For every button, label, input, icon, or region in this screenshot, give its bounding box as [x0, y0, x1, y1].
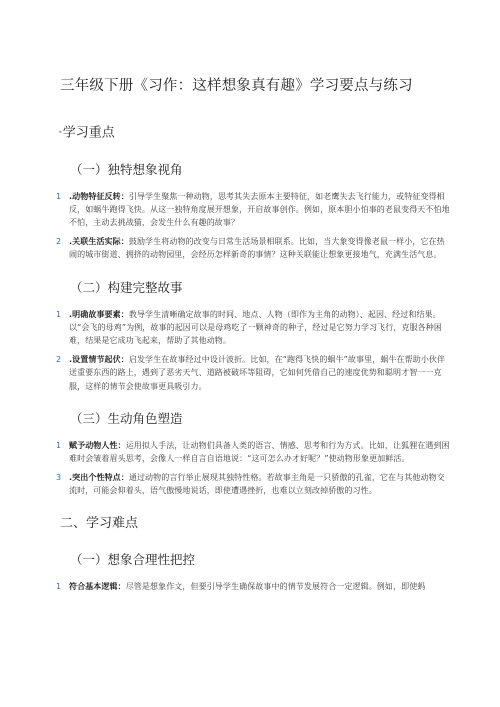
item-lead: .关联生活实际：	[69, 237, 129, 247]
list-item	[56, 439, 452, 465]
item-text: 尽管是想象作文，但要引导学生确保故事中的情节发展符合一定逻辑。例如，即使蚂	[125, 581, 426, 591]
item-number: 2	[56, 237, 62, 247]
item-text: 启发学生在故事经过中设计波折。比如，在“跑得飞快的蜗牛”故事里，蜗牛在帮助小伙伴送重要东西的路上，遇到了恶劣天气、道路被破坏等阻碍，它如何凭借自己的速度优势和聪明才智一一克服，这样的情节会使故事更具吸引力。	[69, 355, 446, 391]
item-lead: .动物特征反转：	[69, 191, 129, 201]
item-number: 3	[56, 473, 62, 483]
list-unique-perspective	[56, 190, 452, 262]
list-item	[56, 308, 452, 348]
list-item	[56, 190, 452, 230]
list-item	[56, 471, 452, 497]
list-complete-story	[56, 308, 452, 393]
list-item	[56, 580, 452, 593]
bullet-dot-icon: •	[58, 128, 63, 137]
item-text: 引导学生聚焦一种动物，思考其失去原本主要特征，如老鹰失去飞行能力，或特征变得相反，如蜗牛跑得飞快。从这一独特角度展开想象，开启故事创作。例如，原本胆小怕事的老鼠变得天不怕地不怕，主动去挑战猫，会发生什么有趣的故事？	[69, 191, 450, 227]
item-number: 1	[56, 309, 62, 319]
sub-heading-unique-perspective: （一）独特想象视角	[70, 161, 183, 177]
item-text: 鼓励学生将动物的改变与日常生活场景相联系。比如，当大象变得像老鼠一样小，它在热闹的城市街道、拥挤的动物园里，会经历怎样新奇的事情？这种关联能让想象更接地气，充满生活气息。	[69, 237, 445, 260]
section-heading-key-points	[58, 123, 452, 144]
list-item	[56, 235, 452, 261]
item-text: 通过动物的言行举止展现其独特性格。若故事主角是一只骄傲的孔雀，它在与其他动物交流时，可能会仰着头，语气傲慢地说话，即使遭遇挫折，也难以立刻改掉骄傲的习性。	[69, 473, 445, 496]
list-item	[56, 353, 452, 393]
item-lead: 赋予动物人性：	[69, 440, 126, 450]
item-lead: 符合基本逻辑：	[69, 581, 126, 591]
section-heading-difficulties: 二、学习难点	[60, 515, 139, 531]
item-lead: .突出个性特点：	[69, 473, 129, 483]
item-text: 教导学生清晰确定故事的时间、地点、人物（即作为主角的动物）、起因、经过和结果。以“会飞的母鸡”为例，故事的起因可以是母鸡吃了一颗神奇的种子，经过是它努力学习飞行，克服各种困难，结果是它成功飞起来，帮助了其他动物。	[69, 309, 442, 345]
item-number: 1	[56, 191, 62, 201]
item-number: 1	[56, 440, 62, 450]
item-text: 运用拟人手法，让动物们具备人类的语言、情感、思考和行为方式。比如，让狐狸在遇到困难时会皱着眉头思考，会像人一样自言自语地说：“这可怎么办才好呢？”使动物形象更加鲜活。	[69, 440, 450, 463]
document-title: 三年级下册《习作：这样想象真有趣》学习要点与练习	[60, 78, 413, 94]
sub-heading-rationality: （一）想象合理性把控	[70, 551, 196, 567]
item-number: 2	[56, 355, 62, 365]
item-lead: .明确故事要素：	[69, 309, 129, 319]
sub-heading-complete-story: （二）构建完整故事	[70, 279, 183, 295]
section-heading-text: 学习重点	[62, 125, 115, 141]
item-number: 1	[56, 581, 62, 591]
sub-heading-character-shaping: （三）生动角色塑造	[70, 410, 183, 426]
item-lead: .设置情节起伏：	[69, 355, 129, 365]
list-character-shaping	[56, 439, 452, 498]
list-rationality	[56, 580, 452, 593]
